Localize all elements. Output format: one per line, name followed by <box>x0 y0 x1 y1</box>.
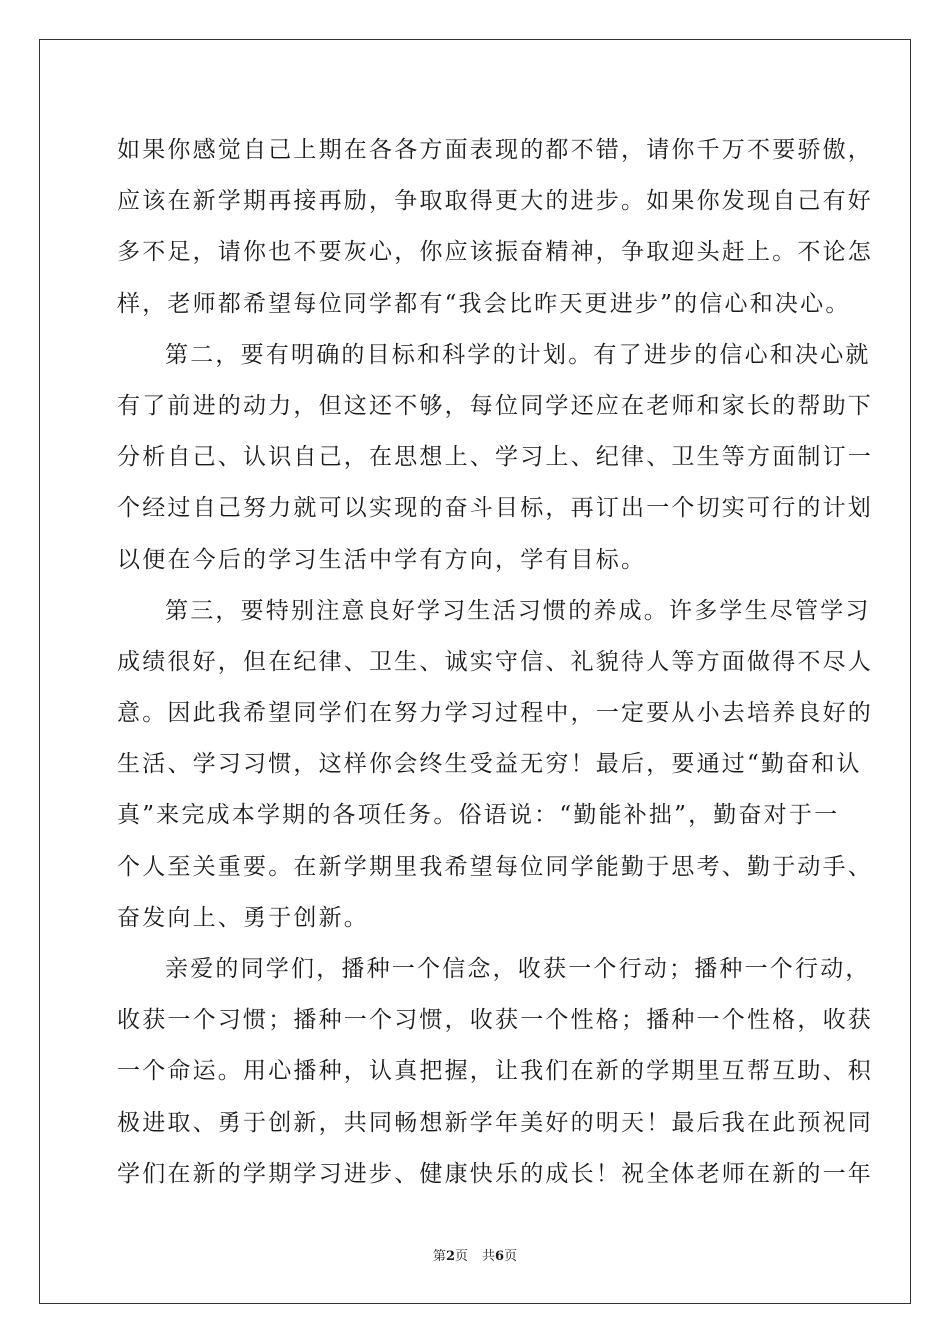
text-line: 有了前进的动力，但这还不够，每位同学还应在老师和家长的帮助下 <box>117 392 873 419</box>
total-suffix: 页 <box>504 1249 518 1264</box>
text-line: 多不足，请你也不要灰心，你应该振奋精神，争取迎头赶上。不论怎 <box>117 239 873 266</box>
text-line: 样，老师都希望每位同学都有“我会比昨天更进步”的信心和决心。 <box>117 290 851 317</box>
document-body <box>117 125 873 1200</box>
paragraph-first-line: 第三，要特别注意良好学习生活习惯的养成。许多学生尽管学习 <box>165 597 871 624</box>
page-suffix: 页 <box>454 1249 468 1264</box>
text-line: 学们在新的学期学习进步、健康快乐的成长！祝全体老师在新的一年 <box>117 1160 873 1187</box>
text-line: 以便在今后的学习生活中学有方向，学有目标。 <box>117 546 647 573</box>
paragraph-first-line: 亲爱的同学们，播种一个信念，收获一个行动；播种一个行动， <box>165 956 871 982</box>
text-line: 极进取、勇于创新，共同畅想新学年美好的明天！最后我在此预祝同 <box>117 1109 873 1136</box>
page-prefix: 第 <box>432 1249 446 1264</box>
text-line: 生活、学习习惯，这样你会终生受益无穷！最后，要通过“勤奋和认 <box>117 751 862 778</box>
text-line: 个人至关重要。在新学期里我希望每位同学能勤于思考、勤于动手、 <box>117 853 873 880</box>
page-number: 2 <box>445 1249 455 1264</box>
text-line: 奋发向上、勇于创新。 <box>117 904 369 931</box>
total-prefix: 共 <box>482 1249 496 1264</box>
text-line: 如果你感觉自己上期在各各方面表现的都不错，请你千万不要骄傲， <box>117 137 873 163</box>
text-line: 个经过自己努力就可以实现的奋斗目标，再订出一个切实可行的计划 <box>117 495 873 522</box>
text-line: 应该在新学期再接再励，争取取得更大的进步。如果你发现自己有好 <box>117 188 873 215</box>
text-line: 一个命运。用心播种，认真把握，让我们在新的学期里互帮互助、积 <box>117 1058 873 1085</box>
text-line: 收获一个习惯；播种一个习惯，收获一个性格；播种一个性格，收获 <box>117 1007 873 1034</box>
paragraph-first-line: 第二，要有明确的目标和科学的计划。有了进步的信心和决心就 <box>165 341 871 368</box>
text-line: 成绩很好，但在纪律、卫生、诚实守信、礼貌待人等方面做得不尽人 <box>117 648 873 675</box>
text-line: 意。因此我希望同学们在努力学习过程中，一定要从小去培养良好的 <box>117 700 873 727</box>
page-footer <box>0 1249 950 1265</box>
total-pages: 6 <box>495 1249 505 1264</box>
text-line: 真”来完成本学期的各项任务。俗语说：“勤能补拙”，勤奋对于一 <box>117 802 840 829</box>
text-line: 分析自己、认识自己，在思想上、学习上、纪律、卫生等方面制订一 <box>117 444 873 471</box>
